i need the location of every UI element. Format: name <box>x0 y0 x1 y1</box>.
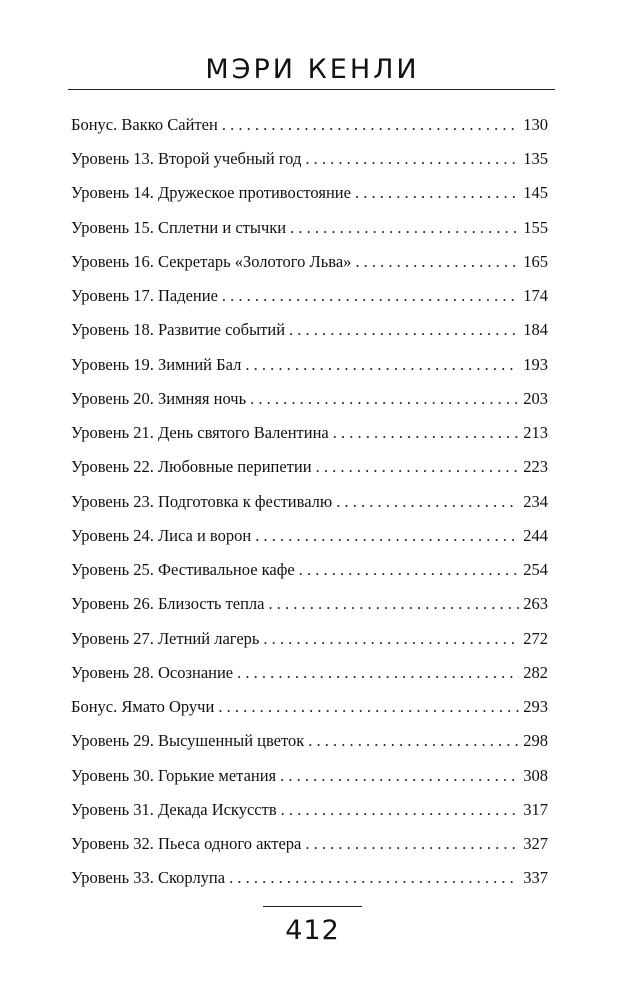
toc-entry <box>71 656 548 690</box>
toc-entry <box>71 451 548 485</box>
toc-leader-dots <box>250 391 519 408</box>
header-divider <box>68 89 555 90</box>
toc-entry <box>71 485 548 519</box>
toc-entry-page: 327 <box>523 834 548 854</box>
toc-entry-title: Уровень 29. Высушенный цветок <box>71 731 305 751</box>
toc-leader-dots <box>308 733 519 750</box>
toc-entry-title: Уровень 13. Второй учебный год <box>71 149 302 169</box>
toc-entry-page: 298 <box>523 731 548 751</box>
toc-entry-title: Бонус. Ямато Оручи <box>71 697 215 717</box>
toc-entry-page: 293 <box>523 697 548 717</box>
toc-leader-dots <box>218 699 519 716</box>
toc-entry-page: 254 <box>523 560 548 580</box>
toc-entry-page: 145 <box>523 183 548 203</box>
toc-entry-title: Уровень 20. Зимняя ночь <box>71 388 247 408</box>
toc-entry <box>71 142 548 176</box>
toc-leader-dots <box>305 151 519 168</box>
toc-entry-title: Уровень 17. Падение <box>71 286 218 306</box>
toc-entry <box>71 690 548 724</box>
toc-entry-title: Уровень 23. Подготовка к фестивалю <box>71 491 333 511</box>
toc-entry-title: Уровень 33. Скорлупа <box>71 868 226 888</box>
toc-entry-page: 234 <box>523 491 548 511</box>
toc-leader-dots <box>281 802 519 819</box>
toc-leader-dots <box>289 322 519 339</box>
table-of-contents <box>71 108 548 896</box>
toc-entry-title: Уровень 31. Декада Искусств <box>71 799 277 819</box>
toc-entry-title: Уровень 14. Дружеское противостояние <box>71 183 351 203</box>
toc-entry <box>71 862 548 896</box>
toc-entry <box>71 553 548 587</box>
toc-entry-title: Уровень 15. Сплетни и стычки <box>71 217 287 237</box>
toc-entry <box>71 279 548 313</box>
toc-leader-dots <box>290 220 519 237</box>
toc-entry-page: 155 <box>523 217 548 237</box>
toc-leader-dots <box>316 459 519 476</box>
toc-leader-dots <box>280 768 519 785</box>
toc-entry-title: Уровень 28. Осознание <box>71 662 234 682</box>
toc-leader-dots <box>222 117 519 134</box>
toc-entry-title: Уровень 25. Фестивальное кафе <box>71 560 295 580</box>
toc-leader-dots <box>269 596 520 613</box>
toc-leader-dots <box>237 665 519 682</box>
toc-entry-title: Уровень 18. Развитие событий <box>71 320 286 340</box>
toc-entry-page: 272 <box>523 628 548 648</box>
toc-entry <box>71 245 548 279</box>
toc-entry-page: 317 <box>523 799 548 819</box>
toc-entry <box>71 827 548 861</box>
toc-entry <box>71 382 548 416</box>
toc-entry-page: 193 <box>523 354 548 374</box>
toc-leader-dots <box>355 185 519 202</box>
toc-entry <box>71 519 548 553</box>
toc-entry-page: 223 <box>523 457 548 477</box>
toc-entry <box>71 588 548 622</box>
toc-leader-dots <box>263 631 519 648</box>
page-number: 412 <box>285 915 340 946</box>
toc-entry-title: Уровень 19. Зимний Бал <box>71 354 242 374</box>
toc-entry-page: 308 <box>523 765 548 785</box>
toc-entry-page: 165 <box>523 251 548 271</box>
toc-entry <box>71 759 548 793</box>
toc-entry-title: Уровень 22. Любовные перипетии <box>71 457 312 477</box>
toc-leader-dots <box>229 870 519 887</box>
toc-entry <box>71 348 548 382</box>
toc-leader-dots <box>245 357 519 374</box>
toc-leader-dots <box>355 254 519 271</box>
toc-entry <box>71 211 548 245</box>
running-header-author: МЭРИ КЕНЛИ <box>205 54 420 85</box>
toc-entry-title: Уровень 27. Летний лагерь <box>71 628 260 648</box>
toc-leader-dots <box>305 836 519 853</box>
toc-entry-page: 337 <box>523 868 548 888</box>
toc-entry-page: 130 <box>523 114 548 134</box>
toc-entry-page: 203 <box>523 388 548 408</box>
toc-entry-page: 135 <box>523 149 548 169</box>
toc-entry-page: 263 <box>523 594 548 614</box>
toc-entry <box>71 177 548 211</box>
toc-entry-title: Бонус. Вакко Сайтен <box>71 114 218 134</box>
toc-leader-dots <box>222 288 519 305</box>
toc-entry-page: 184 <box>523 320 548 340</box>
toc-entry-page: 244 <box>523 525 548 545</box>
toc-entry-title: Уровень 30. Горькие метания <box>71 765 277 785</box>
toc-entry <box>71 793 548 827</box>
toc-leader-dots <box>333 425 519 442</box>
toc-entry-page: 213 <box>523 423 548 443</box>
toc-entry-title: Уровень 21. День святого Валентина <box>71 423 329 443</box>
toc-leader-dots <box>299 562 519 579</box>
toc-leader-dots <box>255 528 519 545</box>
footer-divider <box>263 906 362 907</box>
toc-entry-page: 174 <box>523 286 548 306</box>
toc-entry-title: Уровень 16. Секретарь «Золотого Льва» <box>71 251 352 271</box>
toc-entry <box>71 622 548 656</box>
toc-entry <box>71 725 548 759</box>
toc-leader-dots <box>336 494 519 511</box>
toc-entry <box>71 416 548 450</box>
toc-entry <box>71 108 548 142</box>
toc-entry-page: 282 <box>523 662 548 682</box>
toc-entry <box>71 314 548 348</box>
toc-entry-title: Уровень 24. Лиса и ворон <box>71 525 252 545</box>
toc-entry-title: Уровень 32. Пьеса одного актера <box>71 834 302 854</box>
toc-entry-title: Уровень 26. Близость тепла <box>71 594 265 614</box>
